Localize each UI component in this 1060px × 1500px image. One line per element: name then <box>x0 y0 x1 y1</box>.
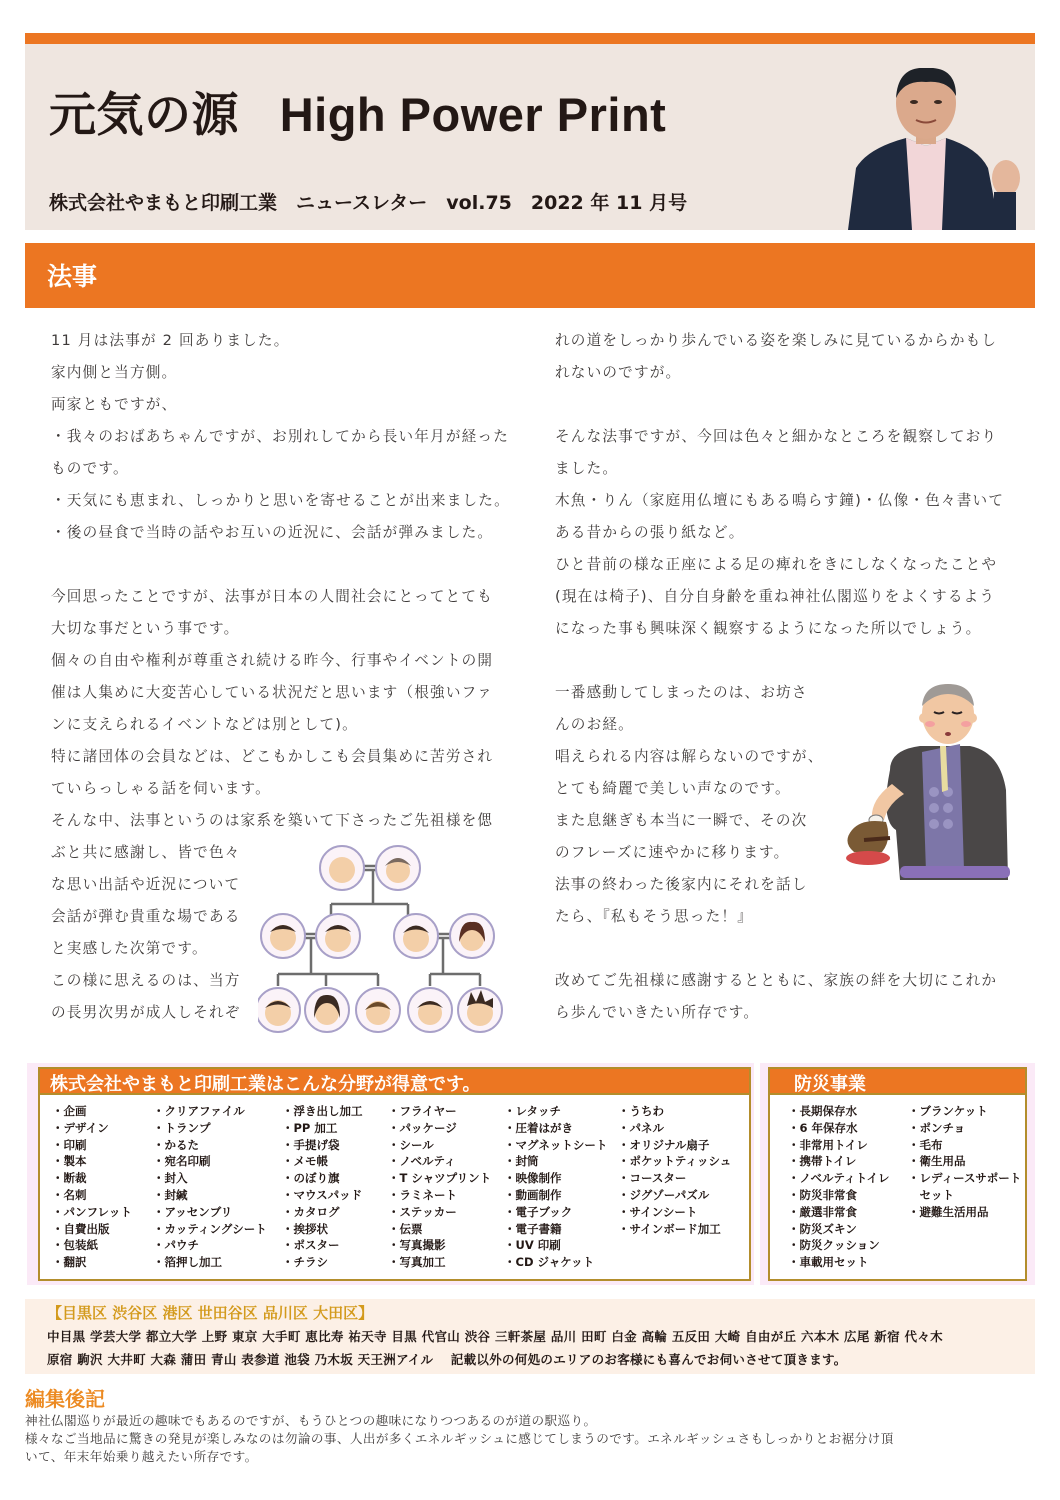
service-item: ・のぼり旗 <box>282 1171 340 1186</box>
article-line <box>555 933 1015 965</box>
article-line: 大切な事だという事です。 <box>51 620 240 637</box>
service-item: ・コースター <box>618 1171 687 1186</box>
service-item: ・フライヤー <box>388 1104 457 1118</box>
service-item: ・チラシ <box>282 1255 328 1270</box>
newsletter-subtitle: 株式会社やまもと印刷工業 ニュースレター vol.75 2022 年 11 月号 <box>49 192 688 214</box>
service-item: ・クリアファイル <box>153 1104 245 1118</box>
service-item: ・圧着はがき <box>504 1120 573 1135</box>
services-column-3 <box>282 1103 363 1271</box>
disaster-column-2 <box>908 1103 1021 1221</box>
areas-title: 【目黒区 渋谷区 港区 世田谷区 品川区 大田区】 <box>47 1304 374 1322</box>
services-header <box>40 1069 749 1095</box>
article-line: 特に諸団体の会員などは、どこもかしこも会員集めに苦労され <box>51 748 494 765</box>
service-item: ・パウチ <box>153 1238 199 1253</box>
editor-note-line: 神社仏閣巡りが最近の趣味でもあるのですが、もうひとつの趣味になりつつあるのが道の駅巡り。 <box>25 1413 597 1428</box>
article-line: 家内側と当方側。 <box>51 364 178 381</box>
article-line: 改めてご先祖様に感謝するとともに、家族の絆を大切にこれか <box>555 972 998 989</box>
article-line: また息継ぎも本当に一瞬で、その次 <box>555 812 808 829</box>
service-item: ・T シャツプリント <box>388 1171 492 1186</box>
service-item: ・ポスター <box>282 1238 340 1253</box>
service-item: ・カタログ <box>282 1204 340 1219</box>
service-item: ・メモ帳 <box>282 1154 328 1169</box>
service-item: ・マグネットシート <box>504 1137 608 1152</box>
service-item: ・ノベルティ <box>388 1154 456 1169</box>
article-line: 一番感動してしまったのは、お坊さ <box>555 684 808 701</box>
disaster-item: ・毛布 <box>908 1137 943 1152</box>
title-en: High Power Print <box>279 88 667 141</box>
article-line: 両家ともですが、 <box>51 396 178 413</box>
article-right-column <box>555 325 1015 1029</box>
service-item: ・製本 <box>52 1154 87 1169</box>
service-item: ・箔押し加工 <box>153 1255 222 1270</box>
areas-line-1: 中目黒 学芸大学 都立大学 上野 東京 大手町 恵比寿 祐天寺 目黒 代官山 渋谷 三軒茶屋 品川 田町 白金 高輪 五反田 大崎 自由が丘 六本木 広尾 新宿 代々木 <box>47 1329 943 1344</box>
service-item: ・断裁 <box>52 1171 87 1186</box>
disaster-prevention-panel <box>760 1063 1035 1285</box>
author-portrait <box>828 68 1023 230</box>
service-item: ・デザイン <box>52 1120 109 1135</box>
service-item: ・かるた <box>153 1137 199 1152</box>
article-line: んのお経。 <box>555 716 634 733</box>
article-line: ・後の昼食で当時の話やお互いの近況に、会話が弾みました。 <box>51 524 494 541</box>
article-line: そんな中、法事というのは家系を築いて下さったご先祖様を偲 <box>51 812 494 829</box>
service-item: ・名刺 <box>52 1187 87 1202</box>
section-heading-bar <box>25 243 1035 308</box>
service-item: ・手提げ袋 <box>282 1137 340 1152</box>
article-line: 法事の終わった後家内にそれを話し <box>555 876 808 893</box>
service-item: ・トランプ <box>153 1120 211 1135</box>
article-line: ・天気にも恵まれ、しっかりと思いを寄せることが出来ました。 <box>51 492 510 509</box>
article-line: ました。 <box>555 460 619 477</box>
disaster-column-1 <box>788 1103 890 1271</box>
article-line: ひと昔前の様な正座による足の痺れをきにしなくなったことや <box>555 556 998 573</box>
newsletter-title <box>49 78 666 145</box>
editor-note-line: いて、年末年始乗り越えたい所存です。 <box>25 1449 258 1464</box>
service-item: ・自費出版 <box>52 1221 110 1236</box>
disaster-item: ・非常用トイレ <box>788 1137 868 1152</box>
disaster-item: ・厳選非常食 <box>788 1204 857 1219</box>
service-item: ・企画 <box>52 1104 87 1118</box>
disaster-item: ・防災ズキン <box>788 1221 857 1236</box>
service-item: ・浮き出し加工 <box>282 1104 363 1118</box>
services-column-4 <box>388 1103 491 1271</box>
service-item: ・写真加工 <box>388 1255 446 1270</box>
masthead <box>25 44 1035 230</box>
article-line: そんな法事ですが、今回は色々と細かなところを観察しており <box>555 428 998 445</box>
article-line: 会話が弾む貴重な場である <box>51 908 241 925</box>
top-accent-bar <box>25 33 1035 44</box>
article-line: ぶと共に感謝し、皆で色々 <box>51 844 241 861</box>
service-item: ・シール <box>388 1137 434 1152</box>
service-item: ・うちわ <box>618 1104 664 1118</box>
article-line: ものです。 <box>51 460 129 477</box>
disaster-box <box>768 1067 1027 1281</box>
article-line: ある昔からの張り紙など。 <box>555 524 745 541</box>
disaster-item: ・レディースサポート <box>908 1171 1022 1186</box>
service-item: ・宛名印刷 <box>153 1154 211 1169</box>
disaster-item: ・6 年保存水 <box>788 1120 858 1135</box>
services-column-2 <box>153 1103 267 1271</box>
service-item: ・電子書籍 <box>504 1221 562 1236</box>
article-line: になった事も興味深く観察するようになった所以でしょう。 <box>555 620 982 637</box>
article-line: の長男次男が成人しそれぞ <box>51 1004 241 1021</box>
services-box <box>38 1067 751 1281</box>
service-item: ・翻訳 <box>52 1255 87 1270</box>
article-line: この様に思えるのは、当方 <box>51 972 241 989</box>
areas-line-2: 原宿 駒沢 大井町 大森 蒲田 青山 表参道 池袋 乃木坂 天王洲アイル 記載以外の何処のエリアのお客様にも喜んでお伺いさせて頂きます。 <box>47 1352 847 1367</box>
article-line: ら歩んでいきたい所存です。 <box>555 1004 760 1021</box>
article-line <box>51 549 511 581</box>
service-item: ・レタッチ <box>504 1104 562 1118</box>
article-line: れの道をしっかり歩んでいる姿を楽しみに見ているからかもし <box>555 332 998 349</box>
article-line: 木魚・りん（家庭用仏壇にもある鳴らす鐘)・仏像・色々書いて <box>555 492 1005 509</box>
article-line: たら、『私もそう思った！』 <box>555 908 754 925</box>
services-panel <box>27 1063 754 1285</box>
service-item: ・ジグゾーパズル <box>618 1187 710 1202</box>
service-item: ・写真撮影 <box>388 1238 446 1253</box>
service-item: ・伝票 <box>388 1221 423 1236</box>
article-line: (現在は椅子)、自分自身齢を重ね神社仏閣巡りをよくするよう <box>555 588 996 605</box>
disaster-item: ・防災非常食 <box>788 1187 857 1202</box>
disaster-item: ・避難生活用品 <box>908 1204 989 1219</box>
article-line <box>555 389 1015 421</box>
service-item: ・パッケージ <box>388 1120 457 1135</box>
section-title: 法事 <box>47 262 98 291</box>
service-item: ・ステッカー <box>388 1204 457 1219</box>
service-item: ・パンフレット <box>52 1204 132 1219</box>
service-item: ・映像制作 <box>504 1171 562 1186</box>
disaster-title: 防災事業 <box>794 1074 866 1095</box>
article-line: のフレーズに速やかに移ります。 <box>555 844 790 861</box>
disaster-item: ・ノベルティトイレ <box>788 1171 890 1186</box>
service-item: ・ラミネート <box>388 1187 457 1202</box>
disaster-item: ・ブランケット <box>908 1104 988 1118</box>
service-item: ・PP 加工 <box>282 1120 338 1135</box>
editor-note-line: 様々なご当地品に驚きの発見が楽しみなのは勿論の事、人出が多くエネルギッシュに感じてしまうのです。エネルギッシュさもしっかりとお裾分け頂 <box>25 1431 894 1446</box>
monk-illustration <box>830 680 1020 885</box>
disaster-item: ・衛生用品 <box>908 1154 966 1169</box>
disaster-item: ・防災クッション <box>788 1238 880 1253</box>
disaster-item: ・ポンチョ <box>908 1120 966 1135</box>
disaster-header <box>770 1069 1025 1095</box>
article-line: れないのですが。 <box>555 364 682 381</box>
service-item: ・CD ジャケット <box>504 1255 595 1270</box>
service-item: ・電子ブック <box>504 1204 573 1219</box>
title-jp: 元気の源 <box>49 88 239 143</box>
service-item: ・包装紙 <box>52 1238 98 1253</box>
article-line: 唱えられる内容は解らないのですが、 <box>555 748 824 765</box>
service-item: ・封筒 <box>504 1154 539 1169</box>
editor-note-title: 編集後記 <box>25 1387 105 1411</box>
service-item: ・封入 <box>153 1171 188 1186</box>
article-line: ていらっしゃる話を伺います。 <box>51 780 271 797</box>
service-item: ・動画制作 <box>504 1187 562 1202</box>
article-line: 11 月は法事が 2 回ありました。 <box>51 332 290 349</box>
article-line: 個々の自由や権利が尊重され続ける昨今、行事やイベントの開 <box>51 652 494 669</box>
service-item: ・サインボード加工 <box>618 1221 721 1236</box>
family-tree-illustration <box>258 838 523 1038</box>
services-column-5 <box>504 1103 607 1271</box>
disaster-item: ・長期保存水 <box>788 1104 857 1118</box>
service-areas <box>25 1299 1035 1374</box>
article-line: と実感した次第です。 <box>51 940 208 957</box>
service-item: ・マウスパッド <box>282 1187 363 1202</box>
article-line: ・我々のおばあちゃんですが、お別れしてから長い年月が経った <box>51 428 510 445</box>
disaster-item: セット <box>908 1187 954 1202</box>
article-line: とても綺麗で美しい声なのです。 <box>555 780 791 797</box>
services-column-6 <box>618 1103 731 1237</box>
service-item: ・ポケットティッシュ <box>618 1154 732 1169</box>
disaster-item: ・車載用セット <box>788 1255 869 1270</box>
article-line: 今回思ったことですが、法事が日本の人間社会にとってとても <box>51 588 493 605</box>
article-line: な思い出話や近況について <box>51 876 241 893</box>
title-gap <box>239 88 280 141</box>
service-item: ・UV 印刷 <box>504 1238 561 1253</box>
editor-note-body <box>25 1412 1035 1466</box>
disaster-item: ・携帯トイレ <box>788 1154 857 1169</box>
services-column-1 <box>52 1103 132 1271</box>
service-item: ・パネル <box>618 1120 664 1135</box>
services-title: 株式会社やまもと印刷工業はこんな分野が得意です。 <box>50 1074 481 1095</box>
service-item: ・印刷 <box>52 1137 87 1152</box>
service-item: ・アッセンブリ <box>153 1204 233 1219</box>
service-item: ・カッティングシート <box>153 1221 267 1236</box>
article-line <box>555 645 1015 677</box>
service-item: ・封緘 <box>153 1187 188 1202</box>
service-item: ・挨拶状 <box>282 1221 328 1236</box>
service-item: ・サインシート <box>618 1204 698 1219</box>
article-line: 催は人集めに大変苦心している状況だと思います（根強いファ <box>51 684 493 701</box>
article-line: ンに支えられるイベントなどは別として)。 <box>51 716 358 733</box>
service-item: ・オリジナル扇子 <box>618 1137 710 1152</box>
